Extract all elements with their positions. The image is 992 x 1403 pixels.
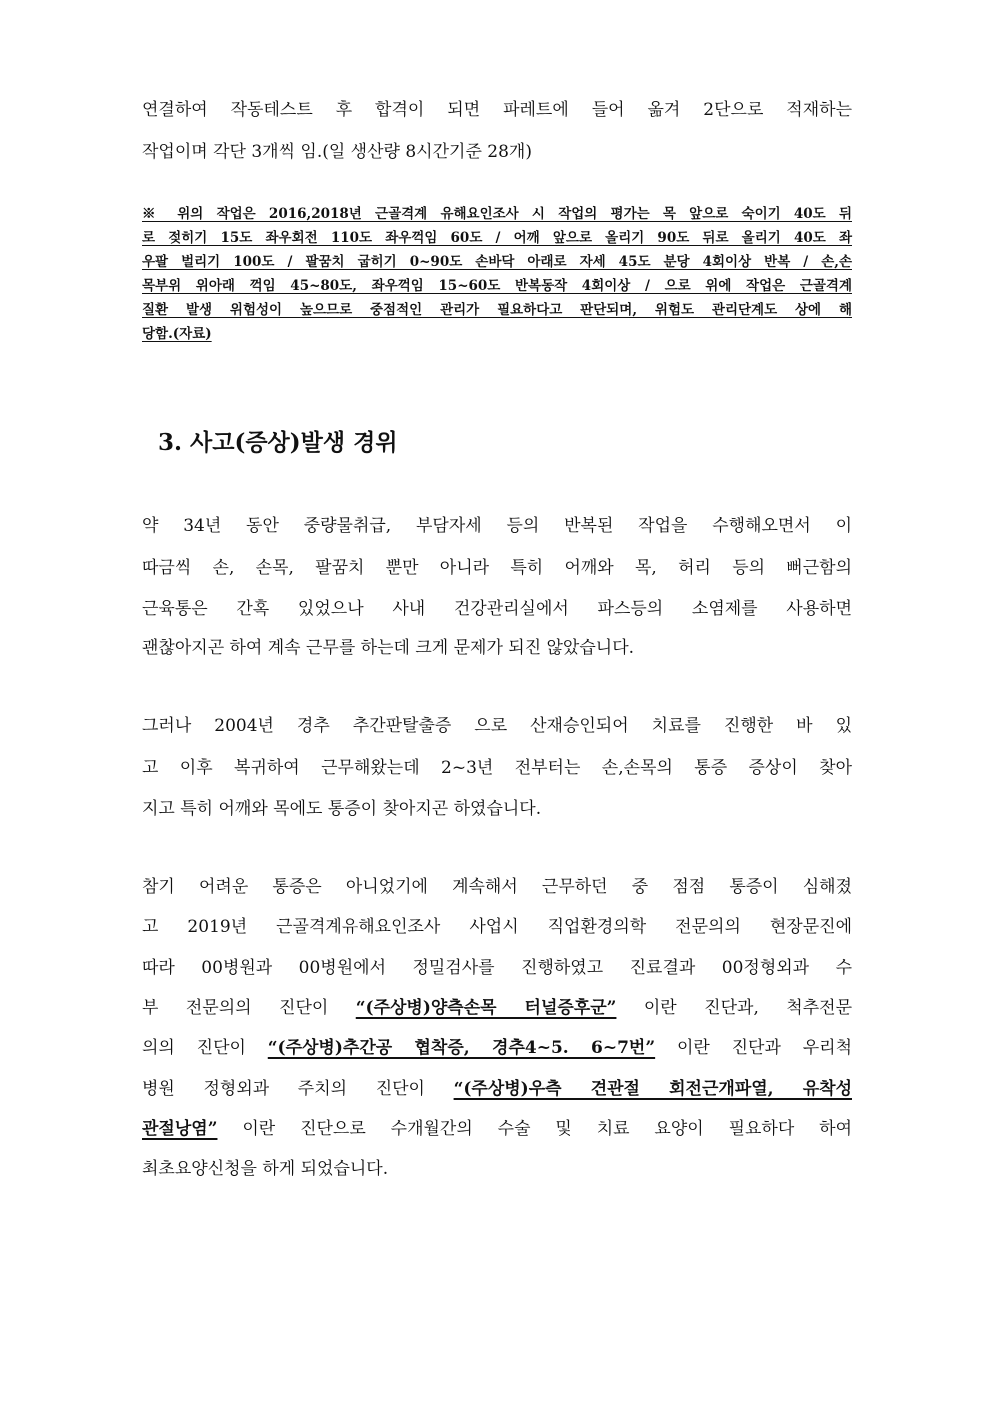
para3-line-4 — [142, 996, 852, 1020]
para1-line-3: 근육통은 간혹 있었으나 사내 건강관리실에서 파스등의 소염제를 사용하면 — [142, 599, 852, 619]
para3-line-7-post: 이란 진단으로 수개월간의 수술 및 치료 요양이 필요하다 하여 — [217, 1119, 852, 1139]
note-line-3: 우팔 벌리기 100도 / 팔꿈치 굽히기 0~90도 손바닥 아래로 자세 45도 분당 4회이상 반복 / 손,손 — [142, 254, 852, 270]
note-line-2: 로 젖히기 15도 좌우회전 110도 좌우꺽임 60도 / 어깨 앞으로 올리기 90도 뒤로 올리기 40도 좌 — [142, 230, 852, 246]
para3-line-3: 따라 00병원과 00병원에서 정밀검사를 진행하였고 진료결과 00정형외과 수 — [142, 958, 852, 978]
para3-line-2: 고 2019년 근골격계유해요인조사 사업시 직업환경의학 전문의의 현장문진에 — [142, 917, 852, 937]
section-heading: 3. 사고(증상)발생 경위 — [158, 429, 398, 456]
para3-line-4-pre: 부 전문의의 진단이 — [142, 998, 356, 1018]
para3-line-4-post: 이란 진단과, 척추전문 — [616, 998, 852, 1018]
diagnosis-2: “(주상병)추간공 협착증, 경추4~5. 6~7번” — [267, 1038, 656, 1058]
intro-line-2: 작업이며 각단 3개씩 임.(일 생산량 8시간기준 28개) — [142, 142, 532, 162]
note-line-6: 당함.(자료) — [142, 326, 212, 342]
note-line-5: 질환 발생 위험성이 높으므로 중점적인 관리가 필요하다고 판단되며, 위험도 관리단계도 상에 해 — [142, 302, 852, 318]
para3-line-6-pre: 병원 정형외과 주치의 진단이 — [142, 1079, 454, 1099]
para3-line-8: 최초요양신청을 하게 되었습니다. — [142, 1159, 389, 1179]
para2-line-1: 그러나 2004년 경추 추간판탈출증 으로 산재승인되어 치료를 진행한 바 있 — [142, 716, 852, 736]
document-page — [142, 0, 852, 1403]
para3-line-5 — [142, 1036, 852, 1060]
diagnosis-3-part-2: 관절낭염” — [142, 1119, 218, 1139]
para3-line-6 — [142, 1077, 852, 1101]
note-line-4: 목부위 위아래 꺽임 45~80도, 좌우꺽임 15~60도 반복동작 4회이상 / 으로 위에 작업은 근골격계 — [142, 278, 852, 294]
para1-line-4: 괜찮아지곤 하여 계속 근무를 하는데 크게 문제가 되진 않았습니다. — [142, 638, 635, 658]
para1-line-2: 따금씩 손, 손목, 팔꿈치 뿐만 아니라 특히 어깨와 목, 허리 등의 뻐근함의 — [142, 558, 852, 578]
intro-line-1: 연결하여 작동테스트 후 합격이 되면 파레트에 들어 옮겨 2단으로 적재하는 — [142, 100, 852, 120]
diagnosis-3-part-1: “(주상병)우측 견관절 회전근개파열, 유착성 — [453, 1079, 852, 1099]
para3-line-5-pre: 의의 진단이 — [142, 1038, 268, 1058]
note-line-1: ※ 위의 작업은 2016,2018년 근골격계 유해요인조사 시 작업의 평가는 목 앞으로 숙이기 40도 뒤 — [142, 206, 852, 222]
para3-line-7 — [142, 1117, 852, 1141]
para3-line-1: 참기 어려운 통증은 아니었기에 계속해서 근무하던 중 점점 통증이 심해졌 — [142, 877, 852, 897]
para2-line-2: 고 이후 복귀하여 근무해왔는데 2~3년 전부터는 손,손목의 통증 증상이 찾아 — [142, 758, 852, 778]
diagnosis-1: “(주상병)양측손목 터널증후군” — [355, 998, 617, 1018]
para2-line-3: 지고 특히 어깨와 목에도 통증이 찾아지곤 하였습니다. — [142, 799, 542, 819]
para1-line-1: 약 34년 동안 중량물취급, 부담자세 등의 반복된 작업을 수행해오면서 이 — [142, 516, 852, 536]
para3-line-5-post: 이란 진단과 우리척 — [655, 1038, 852, 1058]
